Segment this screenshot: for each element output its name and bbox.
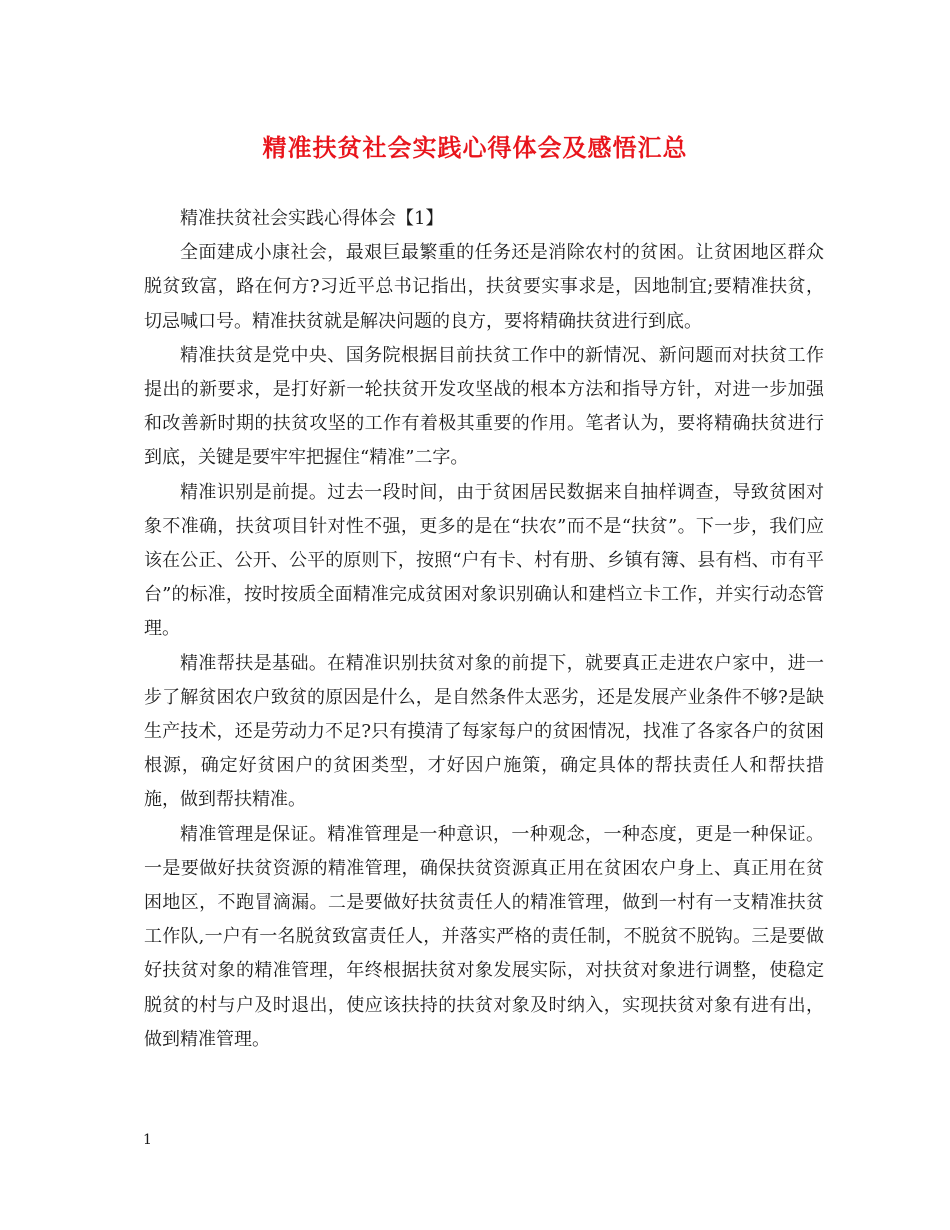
document-body — [144, 202, 824, 1057]
paragraph: 精准识别是前提。过去一段时间，由于贫困居民数据来自抽样调查，导致贫困对象不准确，扶贫项目针对性不强，更多的是在“扶农”而不是“扶贫”。下一步，我们应该在公正、公开、公平的原则下，按照“户有卡、村有册、乡镇有簿、县有档、市有平台”的标准，按时按质全面精准完成贫困对象识别确认和建档立卡工作，并实行动态管理。 — [144, 481, 824, 640]
page-number: 1 — [143, 1132, 152, 1148]
paragraph: 精准帮扶是基础。在精准识别扶贫对象的前提下，就要真正走进农户家中，进一步了解贫困农户致贫的原因是什么，是自然条件太恶劣，还是发展产业条件不够?是缺生产技术，还是劳动力不足?只有摸清了每家每户的贫困情况，找准了各家各户的贫困根源，确定好贫困户的贫困类型，才好因户施策，确定具体的帮扶责任人和帮扶措施，做到帮扶精准。 — [144, 652, 824, 811]
paragraph: 精准管理是保证。精准管理是一种意识，一种观念，一种态度，更是一种保证。一是要做好扶贫资源的精准管理，确保扶贫资源真正用在贫困农户身上、真正用在贫困地区，不跑冒滴漏。二是要做好扶贫责任人的精准管理，做到一村有一支精准扶贫工作队,一户有一名脱贫致富责任人，并落实严格的责任制，不脱贫不脱钩。三是要做好扶贫对象的精准管理，年终根据扶贫对象发展实际，对扶贫对象进行调整，使稳定脱贫的村与户及时退出，使应该扶持的扶贫对象及时纳入，实现扶贫对象有进有出，做到精准管理。 — [144, 823, 824, 1050]
document-title: 精准扶贫社会实践心得体会及感悟汇总 — [262, 133, 688, 162]
section-heading: 精准扶贫社会实践心得体会【1】 — [180, 208, 444, 229]
paragraph: 全面建成小康社会，最艰巨最繁重的任务还是消除农村的贫困。让贫困地区群众脱贫致富，路在何方?习近平总书记指出，扶贫要实事求是，因地制宜;要精准扶贫，切忌喊口号。精准扶贫就是解决问题的良方，要将精确扶贫进行到底。 — [144, 242, 824, 332]
paragraph: 精准扶贫是党中央、国务院根据目前扶贫工作中的新情况、新问题而对扶贫工作提出的新要求，是打好新一轮扶贫开发攻坚战的根本方法和指导方针，对进一步加强和改善新时期的扶贫攻坚的工作有着极其重要的作用。笔者认为，要将精确扶贫进行到底，关键是要牢牢把握住“精准”二字。 — [144, 344, 824, 469]
